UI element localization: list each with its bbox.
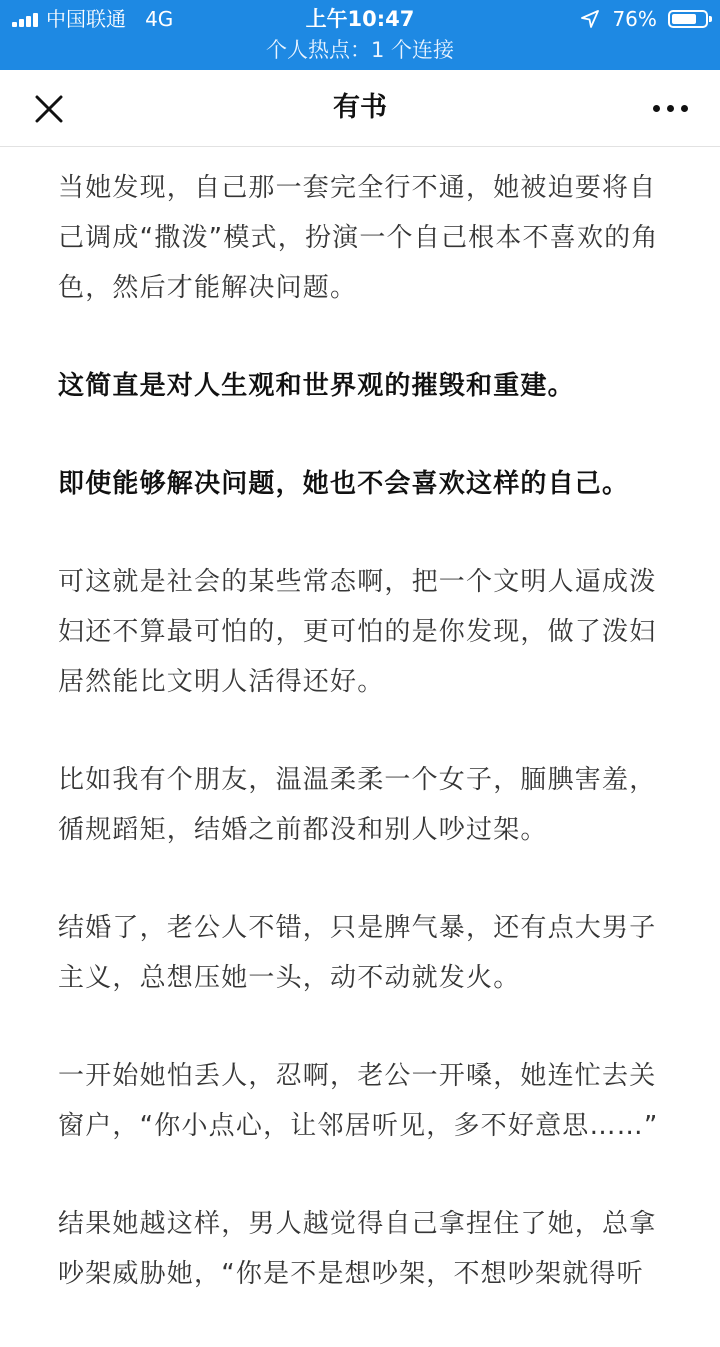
article-paragraph-bold: 即使能够解决问题，她也不会喜欢这样的自己。 bbox=[58, 469, 630, 499]
more-icon bbox=[653, 105, 660, 112]
article-paragraph: 当她发现，自己那一套完全行不通，她被迫要将自己调成“撒泼”模式，扮演一个自己根本不喜欢的角色，然后才能解决问题。 bbox=[58, 173, 659, 303]
battery-percent: 76% bbox=[612, 7, 657, 31]
status-right bbox=[581, 6, 708, 32]
battery-level-fill bbox=[672, 14, 696, 24]
page-title: 有书 bbox=[333, 92, 387, 123]
status-bar bbox=[0, 0, 720, 70]
article-paragraph: 一开始她怕丢人，忍啊，老公一开嗓，她连忙去关窗户，“你小点心，让邻居听见，多不好意思……” bbox=[58, 1061, 659, 1141]
carrier-name: 中国联通 bbox=[46, 7, 126, 31]
location-arrow-icon bbox=[581, 10, 599, 28]
article-paragraph-bold: 这简直是对人生观和世界观的摧毁和重建。 bbox=[58, 371, 575, 401]
navigation-bar bbox=[0, 70, 720, 147]
battery-icon bbox=[668, 10, 708, 28]
status-row bbox=[0, 4, 720, 34]
status-time: 上午10:47 bbox=[305, 7, 415, 31]
article-body bbox=[58, 163, 678, 1347]
article-paragraph: 结婚了，老公人不错，只是脾气暴，还有点大男子主义，总想压她一头，动不动就发火。 bbox=[58, 913, 657, 993]
hotspot-banner[interactable]: 个人热点：1 个连接 bbox=[265, 38, 455, 62]
network-type: 4G bbox=[145, 7, 174, 31]
more-button[interactable] bbox=[640, 86, 700, 130]
article-paragraph: 结果她越这样，男人越觉得自己拿捏住了她，总拿吵架威胁她，“你是不是想吵架，不想吵架就得听 bbox=[58, 1209, 657, 1289]
article-paragraph: 比如我有个朋友，温温柔柔一个女子，腼腆害羞，循规蹈矩，结婚之前都没和别人吵过架。 bbox=[58, 765, 657, 845]
article-paragraph: 可这就是社会的某些常态啊，把一个文明人逼成泼妇还不算最可怕的，更可怕的是你发现，做了泼妇居然能比文明人活得还好。 bbox=[58, 567, 657, 697]
